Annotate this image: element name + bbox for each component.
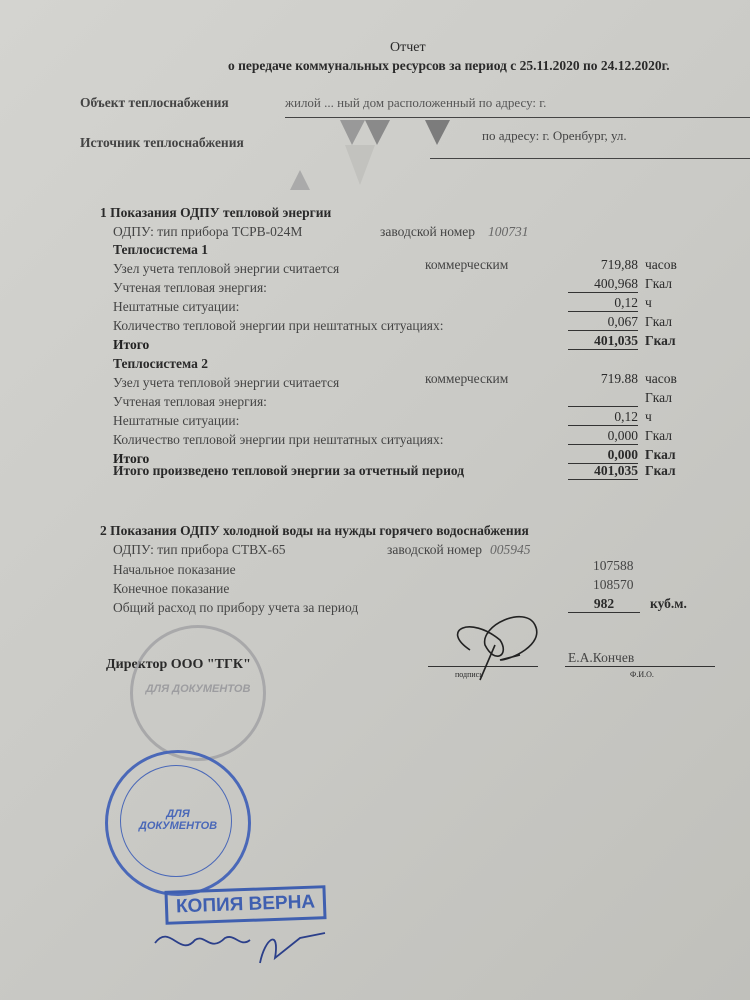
row-value: 0,000	[568, 447, 638, 464]
doc-title: Отчет	[390, 40, 426, 55]
row-value: 401,035	[568, 333, 638, 350]
row-value: 719.88	[600, 371, 638, 386]
round-stamp-text: ДЛЯ ДОКУМЕНТОВ	[138, 808, 218, 832]
row-unit: часов	[645, 371, 677, 386]
grand-total-unit: Гкал	[645, 463, 676, 478]
row-label: Итого	[113, 337, 150, 352]
system-name: Теплосистема 1	[113, 242, 208, 257]
source-label: Источник теплоснабжения	[80, 135, 244, 150]
signatory-name: Е.А.Кончев	[568, 650, 635, 665]
system-name: Теплосистема 2	[113, 356, 208, 371]
row-label: Учтеная тепловая энергия:	[113, 394, 267, 409]
row-value: 0,12	[568, 409, 638, 426]
copy-certified-stamp: КОПИЯ ВЕРНА	[164, 885, 326, 925]
object-label: Объект теплоснабжения	[80, 95, 229, 110]
row-value: 400,968	[568, 276, 638, 293]
faded-round-stamp	[130, 625, 266, 761]
node-status: коммерческим	[425, 371, 509, 386]
row-value: 719,88	[600, 257, 638, 272]
grand-total-label: Итого произведено тепловой энергии за отчетный период	[113, 463, 465, 478]
redaction-mask	[280, 115, 480, 195]
total-consumption-label: Общий расход по прибору учета за период	[113, 600, 359, 615]
row-label: Нештатные ситуации:	[113, 413, 240, 428]
section1-heading: 1 Показания ОДПУ тепловой энергии	[100, 205, 332, 220]
section1-device: ОДПУ: тип прибора ТСРВ-024М	[113, 224, 303, 239]
object-value: жилой ... ный дом расположенный по адресу: г.	[285, 95, 547, 110]
director-role: Директор ООО "ТГК"	[106, 657, 251, 672]
section2-heading: 2 Показания ОДПУ холодной воды на нужды горячего водоснабжения	[100, 523, 529, 538]
section1-serial-label: заводской номер	[380, 224, 476, 239]
row-unit: Гкал	[645, 333, 676, 348]
row-value: 0,000	[568, 428, 638, 445]
grand-total-value: 401,035	[568, 463, 638, 480]
section1-serial: 100731	[488, 224, 529, 239]
signature-caption: подпись	[455, 670, 483, 679]
round-company-stamp	[105, 750, 251, 896]
row-unit: Гкал	[645, 390, 673, 405]
faded-stamp-text: ДЛЯ ДОКУМЕНТОВ	[145, 683, 251, 695]
start-reading-label: Начальное показание	[113, 562, 236, 577]
row-label: Количество тепловой энергии при нештатных ситуациях:	[113, 432, 444, 447]
row-label: Узел учета тепловой энергии считается	[113, 375, 340, 390]
section2-device: ОДПУ: тип прибора СТВХ-65	[113, 542, 286, 557]
end-reading-value: 108570	[593, 577, 634, 592]
node-status: коммерческим	[425, 257, 509, 272]
row-unit: Гкал	[645, 276, 673, 291]
row-unit: Гкал	[645, 447, 676, 462]
row-label: Нештатные ситуации:	[113, 299, 240, 314]
row-label: Учтеная тепловая энергия:	[113, 280, 267, 295]
doc-subtitle: о передаче коммунальных ресурсов за период с 25.11.2020 по 24.12.2020г.	[228, 58, 670, 73]
section2-serial: 005945	[490, 542, 531, 557]
end-reading-label: Конечное показание	[113, 581, 230, 596]
row-value	[568, 390, 638, 407]
name-caption: Ф.И.О.	[630, 670, 654, 679]
total-consumption-value: 982	[568, 596, 640, 613]
section2-serial-label: заводской номер	[387, 542, 483, 557]
source-value: по адресу: г. Оренбург, ул.	[482, 128, 627, 143]
row-label: Количество тепловой энергии при нештатных ситуациях:	[113, 318, 444, 333]
name-line	[565, 666, 715, 667]
handwritten-signature	[440, 605, 570, 685]
row-label: Итого	[113, 451, 150, 466]
row-unit: часов	[645, 257, 677, 272]
row-value: 0,12	[568, 295, 638, 312]
row-unit: ч	[645, 295, 652, 310]
row-unit: Гкал	[645, 314, 673, 329]
handwritten-certification	[150, 918, 330, 978]
row-unit: ч	[645, 409, 652, 424]
row-unit: Гкал	[645, 428, 673, 443]
row-value: 0,067	[568, 314, 638, 331]
row-label: Узел учета тепловой энергии считается	[113, 261, 340, 276]
start-reading-value: 107588	[593, 558, 634, 573]
total-consumption-unit: куб.м.	[650, 596, 687, 611]
